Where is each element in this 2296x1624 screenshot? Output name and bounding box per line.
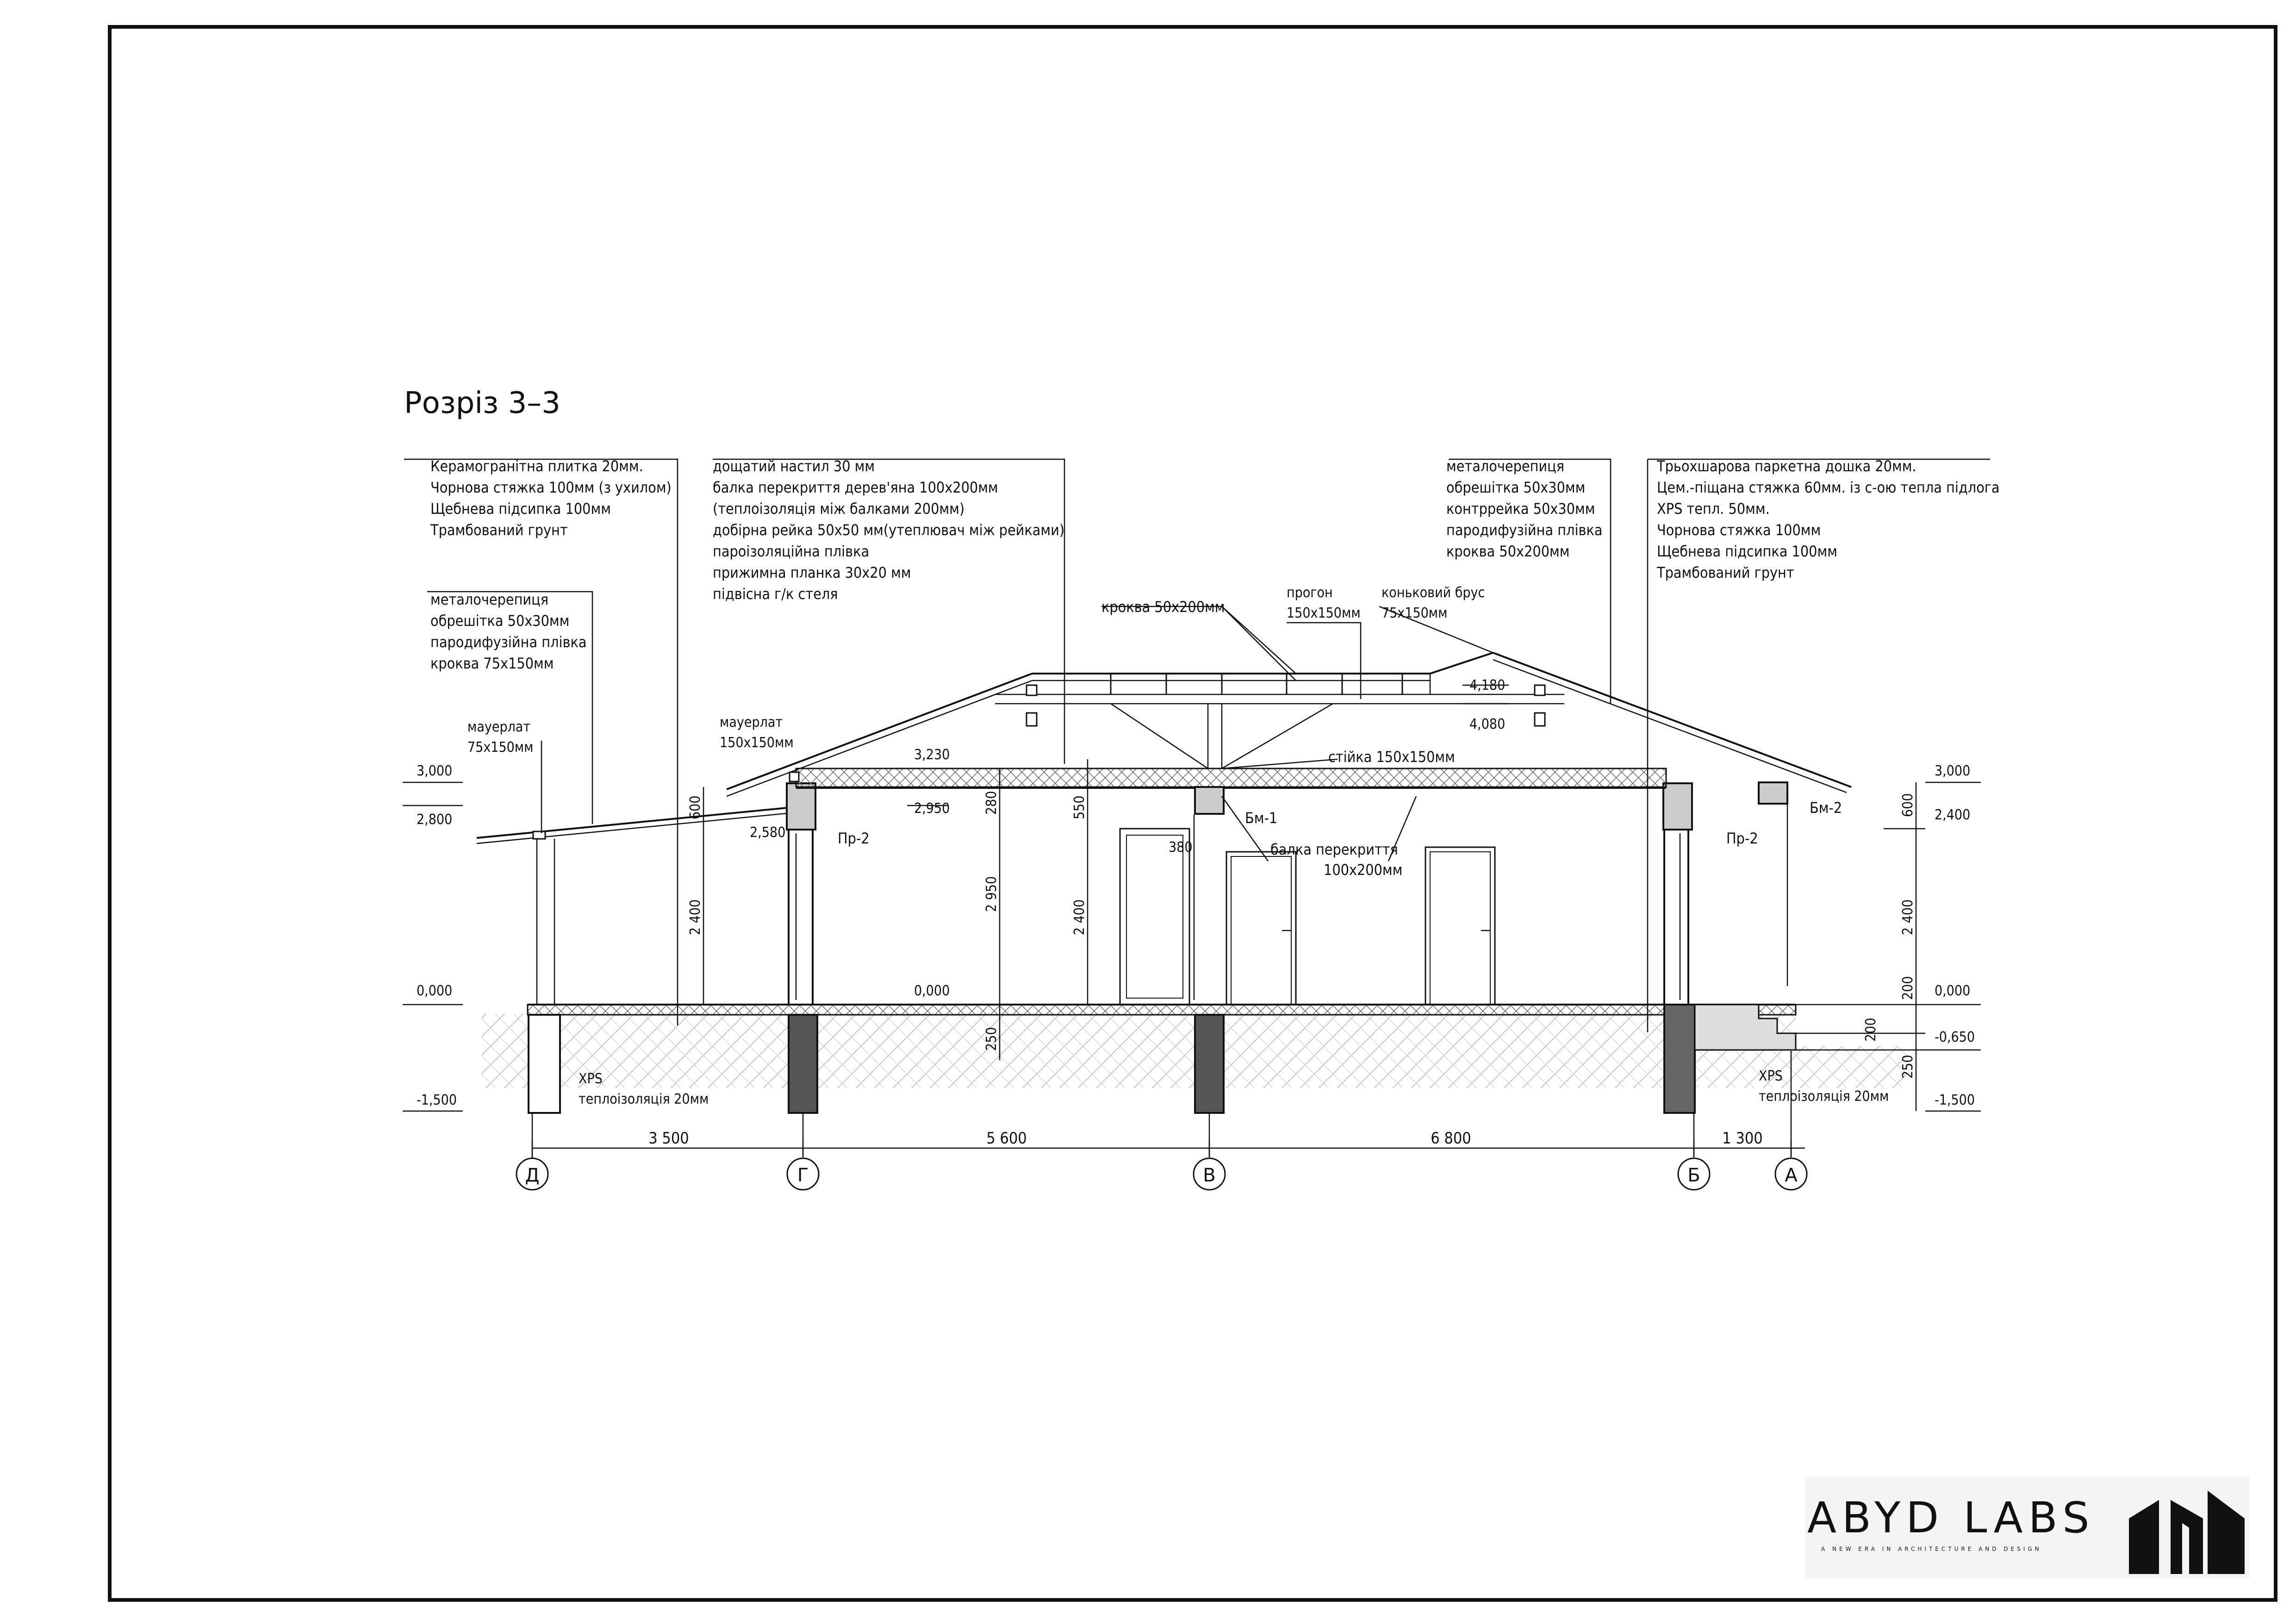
section-title: Розріз 3–3 — [404, 386, 560, 420]
dim-v-right-600: 600 — [1900, 793, 1916, 817]
ceiling-slab — [796, 768, 1666, 787]
level-ridge-4180: 4,180 — [1469, 677, 1506, 693]
note-line: кроква 75х150мм — [430, 655, 554, 672]
label-mauerlat-left-1: мауерлат — [467, 719, 531, 735]
logo-tagline: A NEW ERA IN ARCHITECTURE AND DESIGN — [1821, 1546, 2042, 1552]
label-mauerlat-mid-2: 150х150мм — [720, 735, 794, 751]
dim-v-mid1-250: 250 — [983, 1027, 1000, 1051]
dim-v-mid1-2950: 2 950 — [983, 876, 1000, 912]
dim-v-mid2-550: 550 — [1071, 795, 1088, 819]
label-xps-left-2: теплоізоляція 20мм — [579, 1091, 709, 1107]
level-mid-3230: 3,230 — [914, 747, 950, 763]
dim-v-left-2400: 2 400 — [687, 899, 703, 935]
ground-hatch-right — [1796, 1046, 1907, 1088]
label-purlin-2: 150х150мм — [1287, 605, 1361, 621]
logo-text: ABYD LABS — [1807, 1493, 2095, 1543]
label-xps-right-1: XPS — [1759, 1068, 1783, 1084]
note-line: Чорнова стяжка 100мм — [1657, 521, 1821, 539]
label-purlin-1: прогон — [1287, 585, 1333, 601]
label-rafter: кроква 50х200мм — [1101, 598, 1225, 616]
note-line: підвісна г/к стеля — [713, 585, 838, 603]
foundation-d — [529, 1015, 560, 1113]
note-line: XPS тепл. 50мм. — [1657, 500, 1770, 518]
purlin-right-lower — [1535, 713, 1545, 726]
porch-roof — [477, 808, 787, 838]
axis-a: А — [1785, 1165, 1798, 1186]
foundation-g — [789, 1015, 817, 1113]
note-line: Щебнева підсипка 100мм — [430, 500, 611, 518]
lintel-left — [787, 783, 815, 830]
dim-v-right-200a: 200 — [1900, 976, 1916, 1000]
axis-b: Б — [1687, 1165, 1700, 1186]
axis-markers — [516, 1157, 1807, 1190]
floor-slab — [528, 1005, 1796, 1015]
note-line: Чорнова стяжка 100мм (з ухилом) — [430, 479, 672, 496]
label-bm1: Бм-1 — [1245, 809, 1278, 827]
level-mid-0000: 0,000 — [914, 983, 950, 999]
note-line: металочерепиця — [1446, 457, 1565, 475]
mauerlat-left — [533, 831, 545, 839]
level-left-3000: 3,000 — [417, 763, 453, 779]
note-line: балка перекриття дерев'яна 100х200мм — [713, 479, 998, 496]
purlin-left-lower — [1027, 713, 1037, 726]
note-line: металочерепиця — [430, 591, 549, 608]
label-beam-2: 100х200мм — [1324, 861, 1403, 879]
dim-v-left-600: 600 — [687, 795, 703, 819]
note-line: Цем.-піщана стяжка 60мм. із с-ою тепла підлога — [1657, 479, 2000, 496]
note-line: обрешітка 50х30мм — [1446, 479, 1586, 496]
note-floor-right — [1656, 457, 2000, 581]
ridge-left — [1430, 653, 1493, 674]
label-mauerlat-mid-1: мауерлат — [720, 714, 783, 731]
level-right-3000: 3,000 — [1935, 763, 1971, 779]
note-line: дощатий настил 30 мм — [713, 457, 875, 475]
door-2-inner — [1430, 852, 1490, 1005]
mauerlat-mid — [790, 772, 799, 781]
note-line: Керамогранітна плитка 20мм. — [430, 457, 643, 475]
door-2 — [1425, 847, 1495, 1005]
logo — [1805, 1477, 2249, 1579]
foundation-v — [1195, 1015, 1224, 1113]
truss-diag-2 — [1222, 704, 1333, 768]
purlin-right — [1535, 685, 1545, 695]
note-roof-left — [430, 591, 586, 672]
note-line: добірна рейка 50х50 мм(утеплювач між рейками) — [713, 521, 1065, 539]
note-line: Щебнева підсипка 100мм — [1657, 543, 1837, 560]
note-line: Трамбований грунт — [1657, 564, 1794, 581]
axis-d: Д — [525, 1165, 540, 1186]
label-mauerlat-left-2: 75х150мм — [467, 739, 534, 756]
note-line: пародифузійна плівка — [430, 633, 587, 651]
label-bm2: Бм-2 — [1810, 799, 1842, 817]
truss-diag-1 — [1111, 704, 1208, 768]
level-right-1500: -1,500 — [1935, 1092, 1975, 1108]
dim-v-mid2-2400: 2 400 — [1071, 899, 1088, 935]
note-line: обрешітка 50х30мм — [430, 612, 570, 630]
span-3: 6 800 — [1431, 1129, 1471, 1148]
window-inner — [1126, 835, 1183, 998]
label-post: стійка 150х150мм — [1328, 748, 1455, 766]
note-line: пародифузійна плівка — [1446, 521, 1603, 539]
rafter-marks — [1111, 674, 1402, 694]
span-2: 5 600 — [986, 1129, 1027, 1148]
note-roof-right — [1446, 457, 1602, 560]
label-pr2-left: Пр-2 — [838, 830, 870, 847]
foundation-b — [1664, 1005, 1695, 1113]
beam-bm2 — [1759, 782, 1787, 804]
label-ridge-2: 75х150мм — [1381, 605, 1448, 621]
level-mid-2950: 2,950 — [914, 800, 950, 817]
beam-bm1 — [1195, 787, 1224, 814]
level-right-2400: 2,400 — [1935, 807, 1971, 823]
ground-hatch — [481, 1014, 1796, 1088]
label-ridge-1: коньковий брус — [1381, 585, 1485, 601]
label-xps-left-1: XPS — [579, 1071, 603, 1087]
level-left-1500: -1,500 — [417, 1092, 457, 1108]
span-4: 1 300 — [1722, 1129, 1763, 1148]
dim-v-mid1-280: 280 — [983, 791, 1000, 815]
lintel-right — [1663, 783, 1692, 830]
label-xps-right-2: теплоізоляція 20мм — [1759, 1088, 1889, 1105]
note-floor-left — [430, 457, 672, 539]
dim-door-offset: 380 — [1169, 839, 1193, 856]
level-right-0000: 0,000 — [1935, 983, 1971, 999]
note-line: пароізоляційна плівка — [713, 543, 870, 560]
door-1 — [1226, 852, 1296, 1005]
span-1: 3 500 — [648, 1129, 689, 1148]
level-mid-2580: 2,580 — [750, 824, 786, 841]
dim-v-right-250: 250 — [1900, 1055, 1916, 1079]
level-right-0650: -0,650 — [1935, 1029, 1975, 1045]
axis-g: Г — [797, 1165, 809, 1186]
level-left-0000: 0,000 — [417, 983, 453, 999]
dim-v-right-2400: 2 400 — [1900, 899, 1916, 935]
purlin-left — [1027, 685, 1037, 695]
axis-v: В — [1203, 1165, 1216, 1186]
porch-roof-under — [477, 813, 787, 843]
label-beam-1: балка перекриття — [1270, 841, 1398, 858]
dim-v-right-200b: 200 — [1863, 1018, 1879, 1042]
note-ceiling — [713, 457, 1064, 603]
label-pr2-right: Пр-2 — [1726, 830, 1758, 847]
level-ridge-4080: 4,080 — [1469, 716, 1506, 732]
note-line: (теплоізоляція між балками 200мм) — [713, 500, 965, 518]
level-left-2800: 2,800 — [417, 812, 453, 828]
note-line: Трьохшарова паркетна дошка 20мм. — [1657, 457, 1916, 475]
roof-right-slope — [1493, 653, 1851, 787]
note-line: прижимна планка 30х20 мм — [713, 564, 911, 581]
note-line: кроква 50х200мм — [1446, 543, 1570, 560]
note-line: контррейка 50х30мм — [1446, 500, 1595, 518]
note-line: Трамбований грунт — [430, 521, 568, 539]
